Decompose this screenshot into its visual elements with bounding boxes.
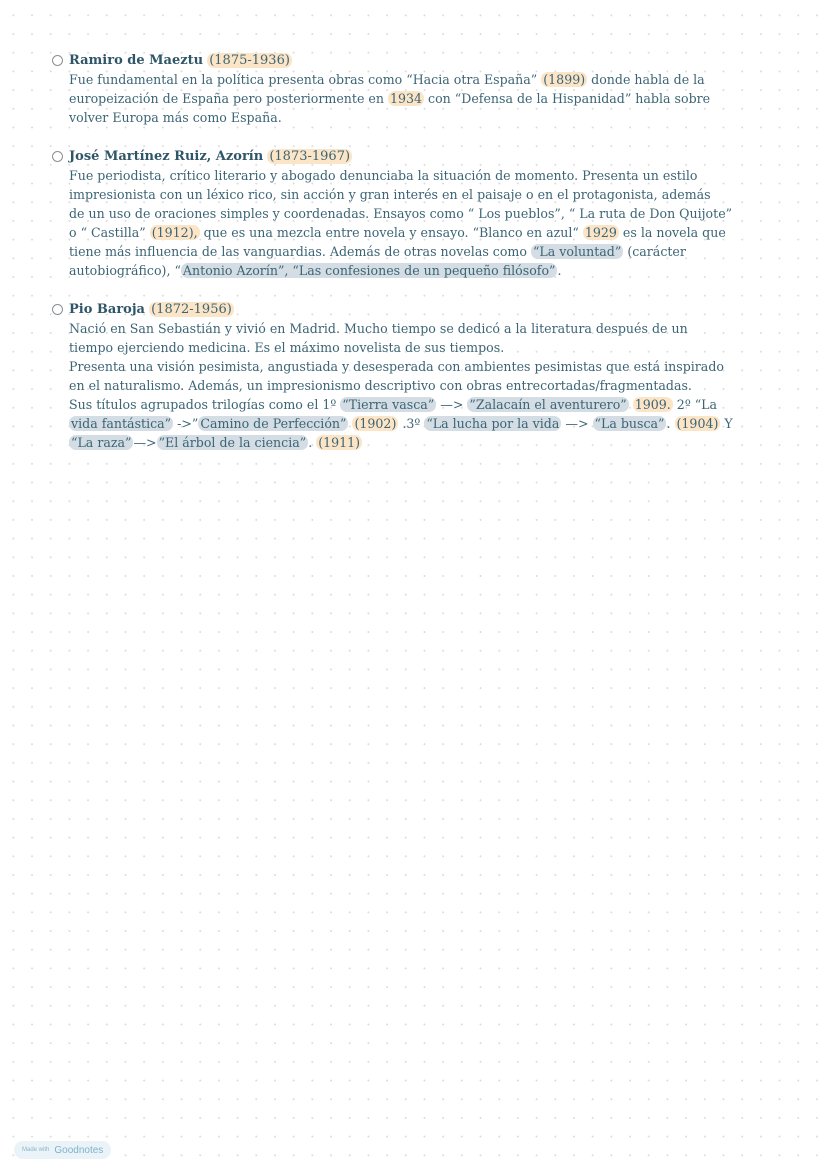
text-segment: 2º “La: [672, 397, 718, 412]
entry-heading: [52, 51, 742, 70]
text-line: [69, 395, 742, 414]
text-segment: Sus títulos agrupados trilogías como el 1º: [69, 397, 341, 412]
highlighted-title: “La busca”: [594, 416, 665, 431]
text-segment: .: [557, 263, 562, 278]
author-name: José Martínez Ruiz, Azorín: [69, 149, 264, 164]
text-segment: .3º: [398, 416, 425, 431]
text-segment: (carácter: [623, 244, 686, 259]
goodnotes-badge[interactable]: [14, 1141, 111, 1159]
author-name: Ramiro de Maeztu: [69, 53, 204, 68]
text-line: [69, 338, 742, 357]
entry-body: [52, 70, 742, 127]
highlighted-title: “La lucha por la vida: [426, 416, 560, 431]
entry-body: [52, 319, 742, 452]
highlighted-date: (1899): [543, 72, 586, 87]
text-segment: impresionista con un léxico rico, sin acción y gran interés en el paisaje o en el protagonista, además: [69, 187, 711, 202]
text-segment: Y: [720, 416, 733, 431]
text-line: [69, 204, 742, 223]
text-line: [69, 108, 742, 127]
entry-body: [52, 166, 742, 280]
text-segment: tiene más influencia de las vanguardias. Además de otras novelas como: [69, 244, 531, 259]
author-name: Pio Baroja: [69, 302, 145, 317]
text-segment: tiempo ejerciendo medicina. Es el máximo novelista de sus tiempos.: [69, 340, 505, 355]
text-line: [69, 433, 742, 452]
author-entry: [52, 147, 742, 280]
highlighted-date: (1911): [318, 435, 361, 450]
highlighted-title: ”Zalacaín el aventurero”: [469, 397, 627, 412]
highlighted-date: 1929: [584, 225, 617, 240]
circle-bullet-icon: [52, 304, 63, 315]
text-line: [69, 319, 742, 338]
text-line: [69, 70, 742, 89]
text-segment: es la novela que: [618, 225, 726, 240]
highlighted-date: (1912),: [151, 225, 198, 240]
text-segment: ->”: [173, 416, 199, 431]
text-segment: Presenta una visión pesimista, angustiada y desesperada con ambientes pesimistas que está inspirado: [69, 359, 724, 374]
highlighted-title: Camino de Perfección”: [200, 416, 347, 431]
text-segment: —>: [436, 397, 468, 412]
circle-bullet-icon: [52, 151, 63, 162]
text-line: [69, 166, 742, 185]
text-segment: europeización de España pero posteriormente en: [69, 91, 388, 106]
highlighted-date: (1902): [354, 416, 397, 431]
highlighted-date: (1904): [676, 416, 719, 431]
highlighted-date: 1909.: [634, 397, 671, 412]
text-segment: volver Europa más como España.: [69, 110, 282, 125]
text-line: [69, 223, 742, 242]
text-segment: en el naturalismo. Además, un impresionismo descriptivo con obras entrecortadas/fragmentadas.: [69, 378, 692, 393]
text-segment: que es una mezcla entre novela y ensayo. “Blanco en azul“: [199, 225, 583, 240]
author-dates: (1875-1936): [209, 53, 290, 68]
circle-bullet-icon: [52, 55, 63, 66]
text-segment: de un uso de oraciones simples y coordenadas. Ensayos como “ Los pueblos”, “ La ruta de Don Quijote”: [69, 206, 733, 221]
text-segment: —>: [133, 435, 157, 450]
text-segment: Fue fundamental en la política presenta obras como “Hacia otra España”: [69, 72, 542, 87]
text-segment: con “Defensa de la Hispanidad” habla sobre: [424, 91, 711, 106]
text-line: [69, 89, 742, 108]
highlighted-title: “La voluntad”: [532, 244, 622, 259]
text-segment: autobiográfico), “: [69, 263, 181, 278]
highlighted-title: ”El árbol de la ciencia”: [158, 435, 307, 450]
text-segment: Nació en San Sebastián y vivió en Madrid. Mucho tiempo se dedicó a la literatura después de un: [69, 321, 688, 336]
text-segment: o “ Castilla”: [69, 225, 150, 240]
text-line: [69, 261, 742, 280]
text-line: [69, 376, 742, 395]
text-segment: .: [666, 416, 675, 431]
goodnotes-logo: Goodnotes: [54, 1144, 104, 1156]
text-segment: Fue periodista, crítico literario y abogado denunciaba la situación de momento. Presenta un estilo: [69, 168, 698, 183]
author-entry: [52, 51, 742, 127]
entry-heading: [52, 300, 742, 319]
text-line: [69, 357, 742, 376]
author-entry: [52, 300, 742, 452]
entry-heading: [52, 147, 742, 166]
text-segment: .: [308, 435, 317, 450]
text-line: [69, 185, 742, 204]
text-line: [69, 414, 742, 433]
text-segment: —>: [561, 416, 593, 431]
author-dates: (1872-1956): [151, 302, 232, 317]
text-segment: donde habla de la: [587, 72, 705, 87]
highlighted-title: Antonio Azorín”, “Las confesiones de un pequeño filósofo”: [182, 263, 556, 278]
highlighted-title: vida fantástica”: [71, 416, 172, 431]
text-line: [69, 242, 742, 261]
author-dates: (1873-1967): [269, 149, 351, 164]
badge-prefix: Made with: [22, 1147, 50, 1153]
highlighted-title: “La raza”: [71, 435, 132, 450]
highlighted-date: 1934: [389, 91, 423, 106]
highlighted-title: “Tierra vasca”: [342, 397, 435, 412]
